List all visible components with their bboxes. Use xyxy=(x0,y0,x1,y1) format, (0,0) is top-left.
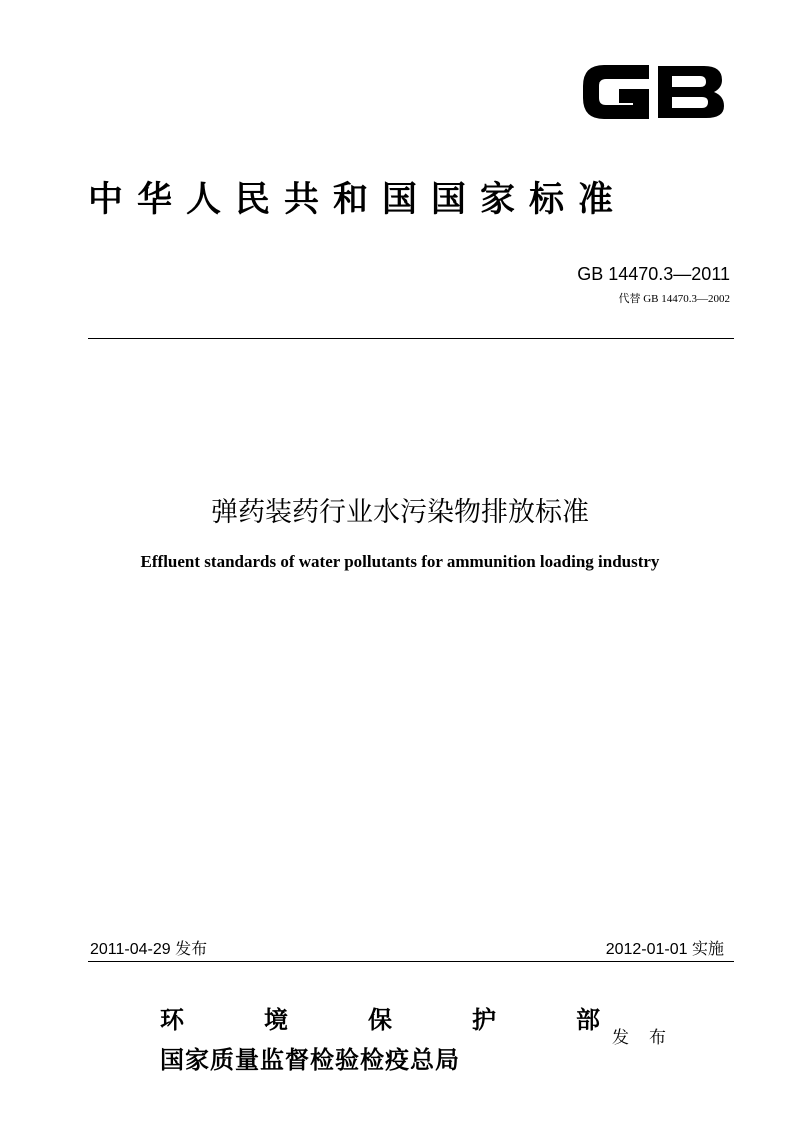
gb-logo xyxy=(578,52,728,132)
issuer-1-char: 部 xyxy=(576,1006,600,1034)
bottom-divider xyxy=(88,961,734,962)
issuer-ministry-environment xyxy=(160,1000,600,1035)
issue-date: 2011-04-29 发布 xyxy=(90,941,208,958)
gb-logo-g-letter xyxy=(584,66,648,118)
replaced-standard: 代替 GB 14470.3—2002 xyxy=(618,293,730,305)
country-standard-title: 中华人民共和国国家标准 xyxy=(88,180,628,220)
gb-logo-b-letter xyxy=(658,66,724,118)
issuer-1-char: 境 xyxy=(264,1006,288,1034)
top-divider xyxy=(88,338,734,339)
issuer-1-char: 护 xyxy=(472,1006,496,1034)
issuer-1-char: 保 xyxy=(368,1006,392,1034)
publish-label: 发布 xyxy=(612,1028,686,1048)
issuer-1-char: 环 xyxy=(160,1006,184,1034)
implementation-date: 2012-01-01 实施 xyxy=(605,941,724,958)
issuer-aqsiq: 国家质量监督检验检疫总局 xyxy=(160,1046,460,1074)
document-title-english: Effluent standards of water pollutants for ammunition loading industry xyxy=(140,552,660,571)
standard-number: GB 14470.3—2011 xyxy=(577,264,730,284)
document-title-chinese: 弹药装药行业水污染物排放标准 xyxy=(211,497,589,528)
